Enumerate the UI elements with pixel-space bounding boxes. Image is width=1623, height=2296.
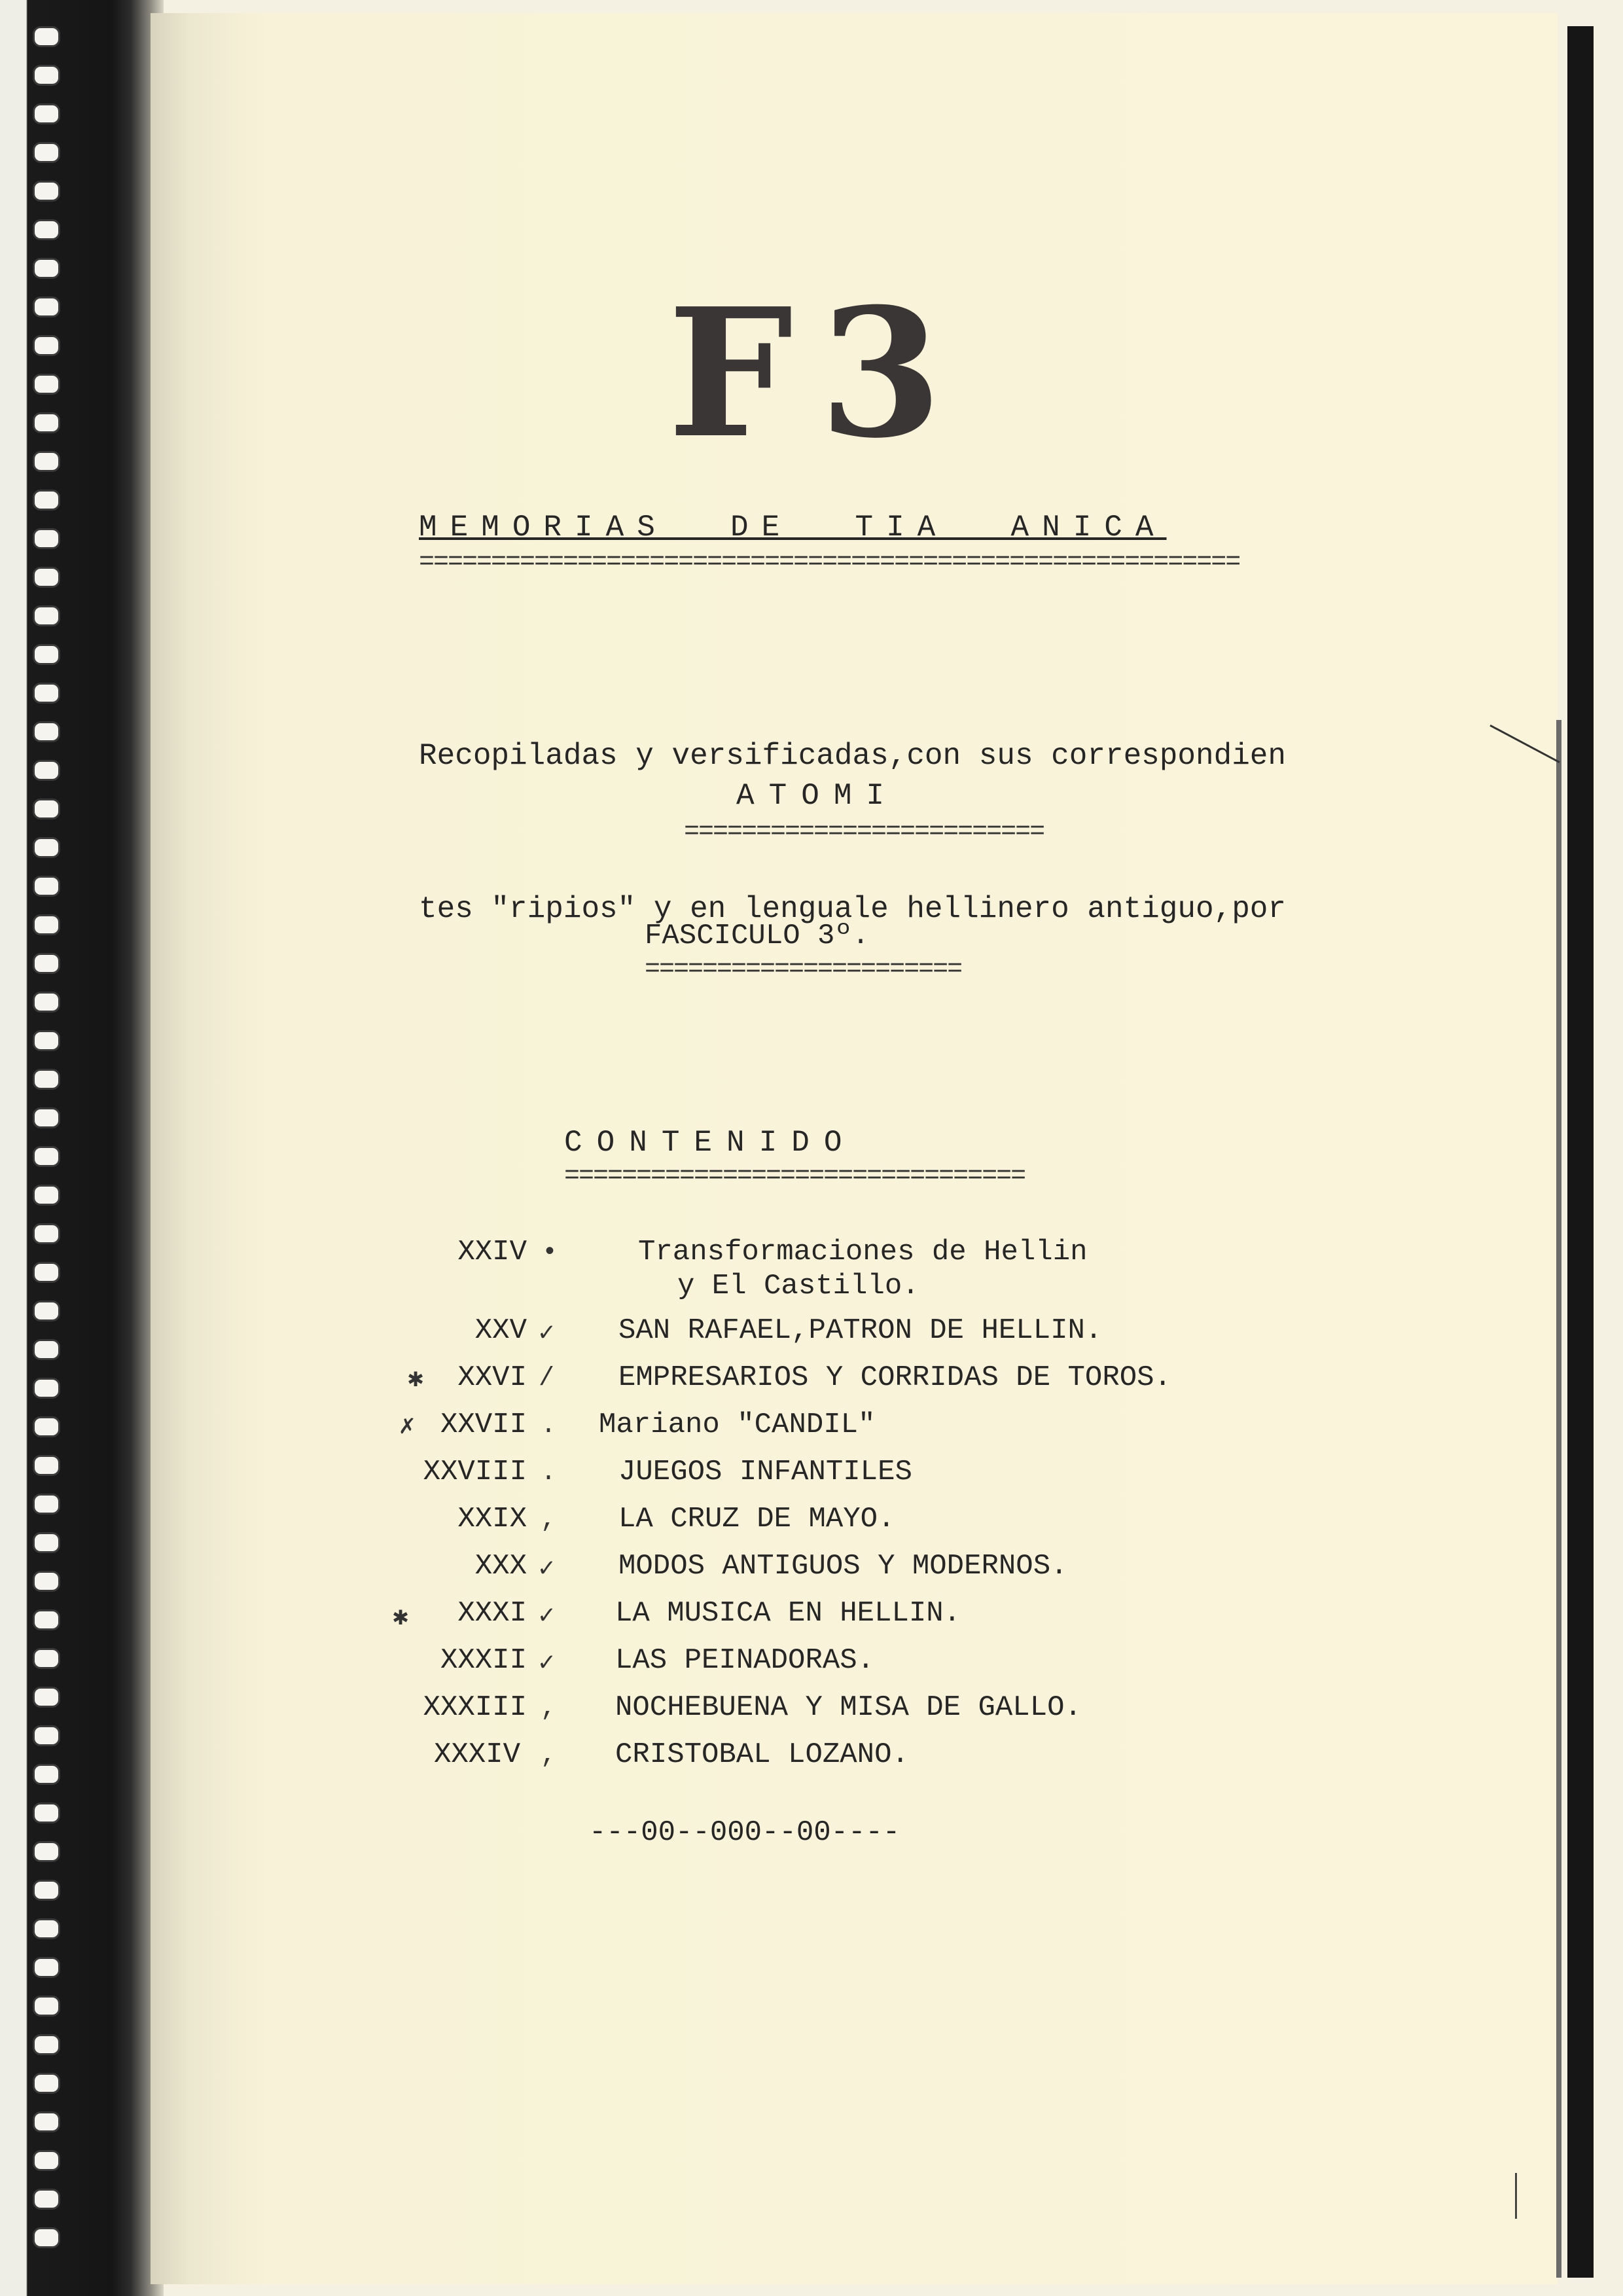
toc-title: EMPRESARIOS Y CORRIDAS DE TOROS.	[618, 1361, 1171, 1394]
toc-title: CRISTOBAL LOZANO.	[615, 1738, 909, 1771]
toc-title: JUEGOS INFANTILES	[618, 1456, 912, 1488]
check-mark: /	[539, 1364, 555, 1393]
double-rule-series: =========================================================	[419, 548, 1240, 577]
end-ornament: ---00--000--00----	[589, 1816, 901, 1849]
intro-line-1: Recopiladas y versificadas,con sus correspondien	[419, 739, 1287, 773]
check-mark: ,	[541, 1505, 557, 1535]
author-name: ATOMI	[736, 779, 899, 813]
toc-title: LA MUSICA EN HELLIN.	[615, 1597, 961, 1630]
toc-title: LA CRUZ DE MAYO.	[618, 1503, 895, 1535]
check-mark: ✓	[539, 1602, 555, 1632]
check-mark: ✓	[539, 1649, 555, 1679]
check-mark: ✓	[539, 1319, 555, 1349]
toc-title: SAN RAFAEL,PATRON DE HELLIN.	[618, 1314, 1103, 1347]
double-rule-fascicle: ======================	[645, 955, 962, 984]
toc-number: XXVII	[440, 1408, 527, 1441]
double-rule-author: =========================	[684, 817, 1044, 847]
toc-title-continued: y El Castillo.	[677, 1270, 919, 1302]
contents-heading: CONTENIDO	[564, 1126, 857, 1160]
toc-number: XXVI	[457, 1361, 527, 1394]
check-mark: ,	[541, 1694, 557, 1723]
intro-line-2: tes "ripios" y en lenguale hellinero antiguo,por	[419, 892, 1287, 926]
document-title: F3	[668, 269, 969, 477]
asterisk-mark: ✱	[408, 1365, 424, 1395]
toc-number: XXXIII	[423, 1691, 527, 1724]
toc-number: XXXIV	[433, 1738, 520, 1771]
toc-title: LAS PEINADORAS.	[615, 1644, 875, 1677]
double-rule-contents: ================================	[564, 1162, 1026, 1191]
toc-number: XXIX	[457, 1503, 527, 1535]
toc-number: XXV	[474, 1314, 527, 1347]
check-mark: •	[542, 1238, 558, 1268]
toc-number: XXIV	[457, 1236, 527, 1268]
toc-number: XXXI	[457, 1597, 527, 1630]
check-mark: ,	[541, 1741, 557, 1770]
check-mark: .	[541, 1411, 557, 1441]
fascicle-label: FASCICULO 3º.	[645, 920, 870, 952]
series-title: MEMORIAS DE TIA ANICA	[419, 511, 1167, 545]
toc-number: XXX	[474, 1550, 527, 1583]
toc-title: Mariano "CANDIL"	[599, 1408, 876, 1441]
toc-number: XXVIII	[423, 1456, 527, 1488]
toc-title: MODOS ANTIGUOS Y MODERNOS.	[618, 1550, 1068, 1583]
asterisk-mark: ✱	[393, 1604, 409, 1633]
cross-mark: ✗	[399, 1412, 416, 1442]
check-mark: ✓	[539, 1555, 555, 1585]
margin-stroke	[1489, 725, 1560, 763]
check-mark: .	[541, 1458, 557, 1488]
toc-title: NOCHEBUENA Y MISA DE GALLO.	[615, 1691, 1082, 1724]
toc-title: Transformaciones de Hellin	[638, 1236, 1088, 1268]
corner-stroke	[1515, 2173, 1517, 2219]
toc-number: XXXII	[440, 1644, 527, 1677]
